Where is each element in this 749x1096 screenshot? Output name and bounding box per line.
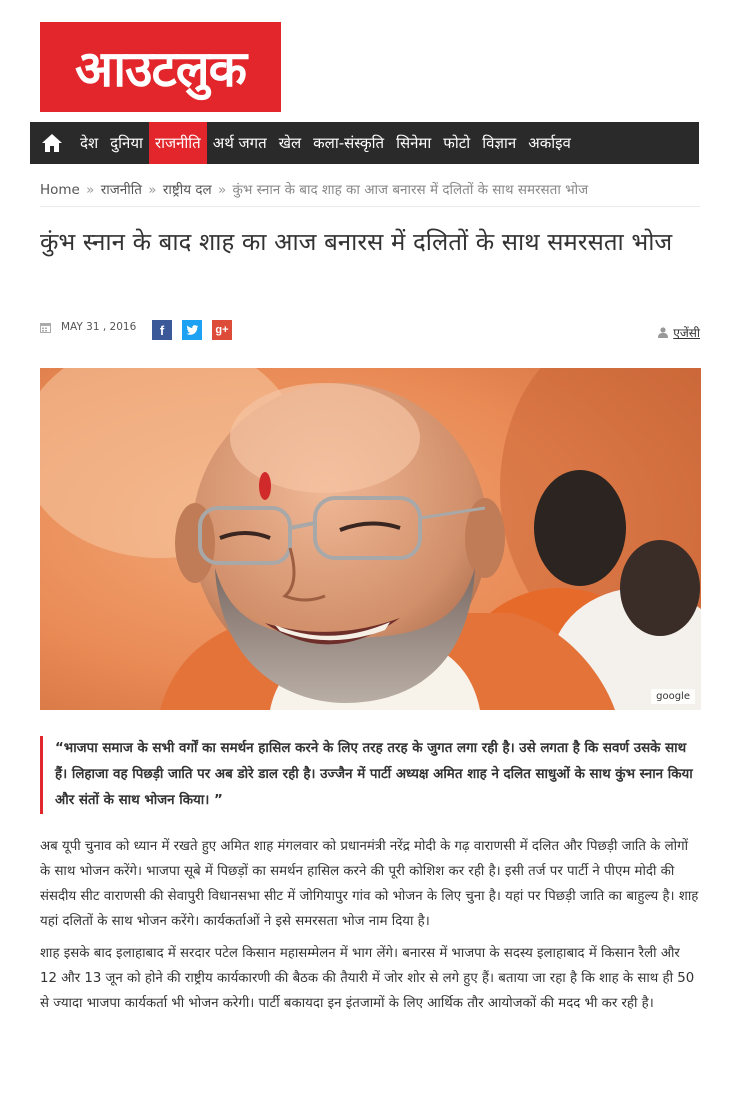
article-meta [40, 316, 700, 346]
breadcrumb-separator: » [217, 182, 227, 198]
breadcrumb-current: कुंभ स्नान के बाद शाह का आज बनारस में दलितों के साथ समरसता भोज [232, 182, 589, 198]
nav-item-kala-sanskriti[interactable]: कला-संस्कृति [313, 134, 385, 152]
article-body [40, 834, 700, 1023]
nav-home[interactable] [30, 122, 74, 164]
portrait-image [40, 368, 701, 710]
nav-item-vigyan[interactable]: विज्ञान [482, 134, 517, 152]
article-pull-quote: “भाजपा समाज के सभी वर्गों का समर्थन हासिल करने के लिए तरह तरह के जुगत लगा रही है। उसे लगता है कि सवर्ण उसके साथ हैं। लिहाजा वह पिछड़ी जाति पर अब डोरे डाल रही है। उज्जैन में पार्टी अध्यक्ष अमित शाह ने दलित साधुओं के साथ कुंभ स्नान किया और संतों के साथ भोजन किया। ” [40, 736, 700, 814]
twitter-icon[interactable] [182, 320, 202, 340]
image-credit: google [651, 689, 695, 704]
article-paragraph: शाह इसके बाद इलाहाबाद में सरदार पटेल किसान महासम्मेलन में भाग लेंगे। बनारस में भाजपा के सदस्य इलाहाबाद में किसान रैली और 12 और 13 जून को होने की राष्ट्रीय कार्यकारणी की बैठक की तैयारी में जोर शोर से लगे हुए हैं। बताया जा रहा है कि शाह के साथ ही 50 से ज्यादा भाजपा कार्यकर्ता भी भोजन करेगी। पार्टी बकायदा इन इंतजामों के लिए आर्थिक तौर आयोजकों की मदद भी कर रही है। [40, 946, 695, 1011]
article-author [658, 324, 700, 341]
breadcrumb-home[interactable]: Home [40, 182, 80, 198]
nav-item-photo[interactable]: फोटो [443, 134, 471, 152]
breadcrumb-separator: » [148, 182, 157, 198]
nav-item-archive[interactable]: अर्काइव [528, 134, 571, 152]
nav-item-arth-jagat[interactable]: अर्थ जगत [212, 134, 267, 152]
nav-item-rajniti[interactable]: राजनीति [149, 122, 207, 164]
date-text: MAY 31 , 2016 [61, 321, 137, 333]
author-link[interactable]: एजेंसी [673, 326, 700, 340]
article-image [40, 368, 701, 710]
article-paragraph: अब यूपी चुनाव को ध्यान में रखते हुए अमित शाह मंगलवार को प्रधानमंत्री नरेंद्र मोदी के गढ़ वाराणसी में दलित और पिछड़ी जाति के लोगों के साथ भोजन करेंगे। भाजपा सूबे में पिछड़ों का समर्थन हासिल करने की पूरी कोशिश कर रही है। इसी तर्ज पर पार्टी ने पीएम मोदी की संसदीय सीट वाराणसी की सेवापुरी विधानसभा सीट में जोगियापुर गांव को भोजन के लिए चुना है। यहां पर पिछड़ी जाति का बाहुल्य है। शाह यहां दलितों के साथ भोजन करेंगे। कार्यकर्ताओं ने इसे समरसता भोज नाम दिया है। [40, 839, 699, 929]
nav-item-cinema[interactable]: सिनेमा [396, 134, 432, 152]
article-title: कुंभ स्नान के बाद शाह का आज बनारस में दलितों के साथ समरसता भोज [40, 228, 673, 256]
article-date [40, 321, 136, 333]
nav-item-khel[interactable]: खेल [278, 134, 302, 152]
home-icon [41, 133, 63, 153]
site-logo[interactable] [40, 22, 281, 112]
user-icon [658, 327, 668, 338]
breadcrumb-rajniti[interactable]: राजनीति [100, 182, 142, 198]
main-nav [30, 122, 699, 164]
share-buttons [152, 320, 232, 340]
breadcrumb-rashtriya-dal[interactable]: राष्ट्रीय दल [162, 182, 212, 198]
nav-item-duniya[interactable]: दुनिया [110, 134, 143, 152]
logo-text: आउटलुक [75, 39, 246, 98]
breadcrumb [40, 180, 700, 198]
nav-item-desh[interactable]: देश [80, 134, 99, 152]
google-plus-icon[interactable]: g+ [212, 320, 232, 340]
facebook-icon[interactable]: f [152, 320, 172, 340]
divider [40, 206, 700, 207]
calendar-icon [40, 322, 51, 333]
breadcrumb-separator: » [86, 182, 95, 198]
